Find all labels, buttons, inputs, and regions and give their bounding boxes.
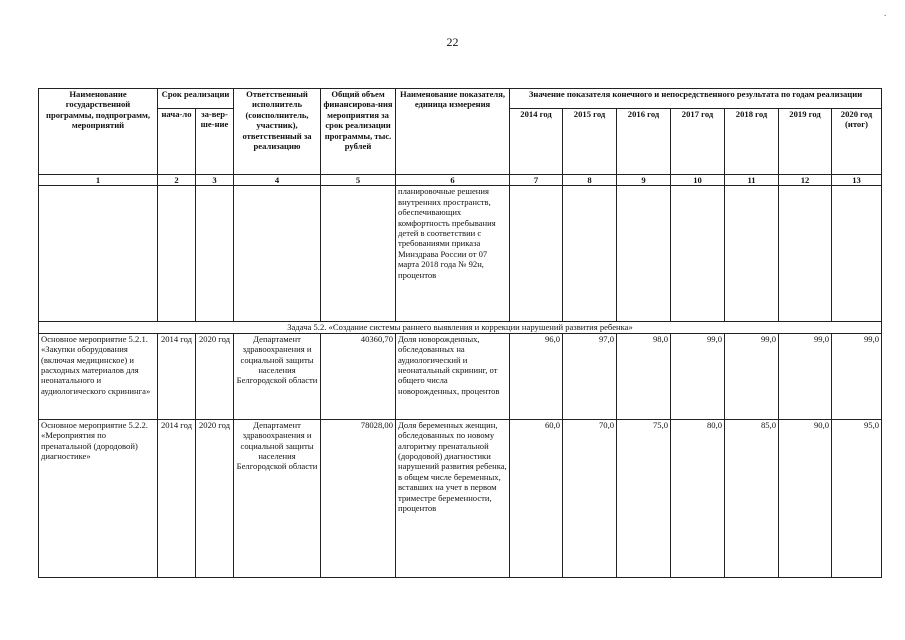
column-number: 9 [617, 175, 671, 186]
indicator: Доля новорожденных, обследованных на аудиологический и неонатальный скрининг, от общего числа новорожденных, процентов [396, 333, 510, 419]
activity-name: Основное мероприятие 5.2.1. «Закупки оборудования (включая медицинское) и расходных материалов для неонатального и аудиологического скрининга» [39, 333, 158, 419]
header-year: 2014 год [510, 109, 563, 175]
column-number: 8 [563, 175, 617, 186]
term-end: 2020 год [196, 333, 234, 419]
table-row [39, 333, 882, 419]
column-number: 4 [234, 175, 321, 186]
value-cell: 90,0 [779, 419, 832, 577]
column-number: 13 [832, 175, 882, 186]
header-indicator: Наименование показателя, единица измерения [396, 89, 510, 175]
value-cell: 60,0 [510, 419, 563, 577]
header-name: Наименование государственной программы, подпрограмм, мероприятий [39, 89, 158, 175]
column-number: 1 [39, 175, 158, 186]
column-number: 11 [725, 175, 779, 186]
header-year: 2020 год (итог) [832, 109, 882, 175]
column-number: 10 [671, 175, 725, 186]
header-responsible: Ответственный исполнитель (соисполнитель, участник), ответственный за реализацию [234, 89, 321, 175]
header-term-end: за-вер-ше-ние [196, 109, 234, 175]
corner-mark: . [884, 8, 887, 18]
value-cell: 95,0 [832, 419, 882, 577]
program-table [38, 88, 882, 578]
column-number: 7 [510, 175, 563, 186]
funding: 40360,70 [321, 333, 396, 419]
value-cell: 96,0 [510, 333, 563, 419]
table-row [39, 419, 882, 577]
value-cell: 97,0 [563, 333, 617, 419]
term-start: 2014 год [158, 419, 196, 577]
task-title: Задача 5.2. «Создание системы раннего выявления и коррекции нарушений развития ребенка» [39, 322, 882, 333]
value-cell: 99,0 [671, 333, 725, 419]
value-cell: 75,0 [617, 419, 671, 577]
column-number: 12 [779, 175, 832, 186]
header-values-group: Значение показателя конечного и непосредственного результата по годам реализации [510, 89, 882, 109]
value-cell: 99,0 [779, 333, 832, 419]
page-number: 22 [446, 35, 459, 49]
value-cell: 70,0 [563, 419, 617, 577]
header-year: 2017 год [671, 109, 725, 175]
value-cell: 99,0 [725, 333, 779, 419]
header-term-start: нача-ло [158, 109, 196, 175]
header-year: 2019 год [779, 109, 832, 175]
value-cell: 85,0 [725, 419, 779, 577]
funding: 78028,00 [321, 419, 396, 577]
term-start: 2014 год [158, 333, 196, 419]
header-year: 2018 год [725, 109, 779, 175]
column-number: 6 [396, 175, 510, 186]
header-term: Срок реализации [158, 89, 234, 109]
responsible: Департамент здравоохранения и социальной защиты населения Белгородской области [234, 333, 321, 419]
continuation-indicator: планировочные решения внутренних пространств, обеспечивающих комфортность пребывания детей в соответствии с требованиями приказа Минздрава России от 07 марта 2018 года № 92н, процентов [396, 186, 510, 322]
activity-name: Основное мероприятие 5.2.2. «Мероприятия по пренатальной (дородовой) диагностике» [39, 419, 158, 577]
column-number: 2 [158, 175, 196, 186]
responsible: Департамент здравоохранения и социальной защиты населения Белгородской области [234, 419, 321, 577]
table-row [39, 186, 882, 322]
indicator: Доля беременных женщин, обследованных по новому алгоритму пренатальной (дородовой) диагностики нарушений развития ребенка, в общем числе беременных, вставших на учет в первом триместре беременности, процентов [396, 419, 510, 577]
column-number: 5 [321, 175, 396, 186]
value-cell: 99,0 [832, 333, 882, 419]
header-year: 2015 год [563, 109, 617, 175]
term-end: 2020 год [196, 419, 234, 577]
column-number: 3 [196, 175, 234, 186]
value-cell: 98,0 [617, 333, 671, 419]
header-year: 2016 год [617, 109, 671, 175]
value-cell: 80,0 [671, 419, 725, 577]
header-funding: Общий объем финансирова-ния мероприятия за срок реализации программы, тыс. рублей [321, 89, 396, 175]
